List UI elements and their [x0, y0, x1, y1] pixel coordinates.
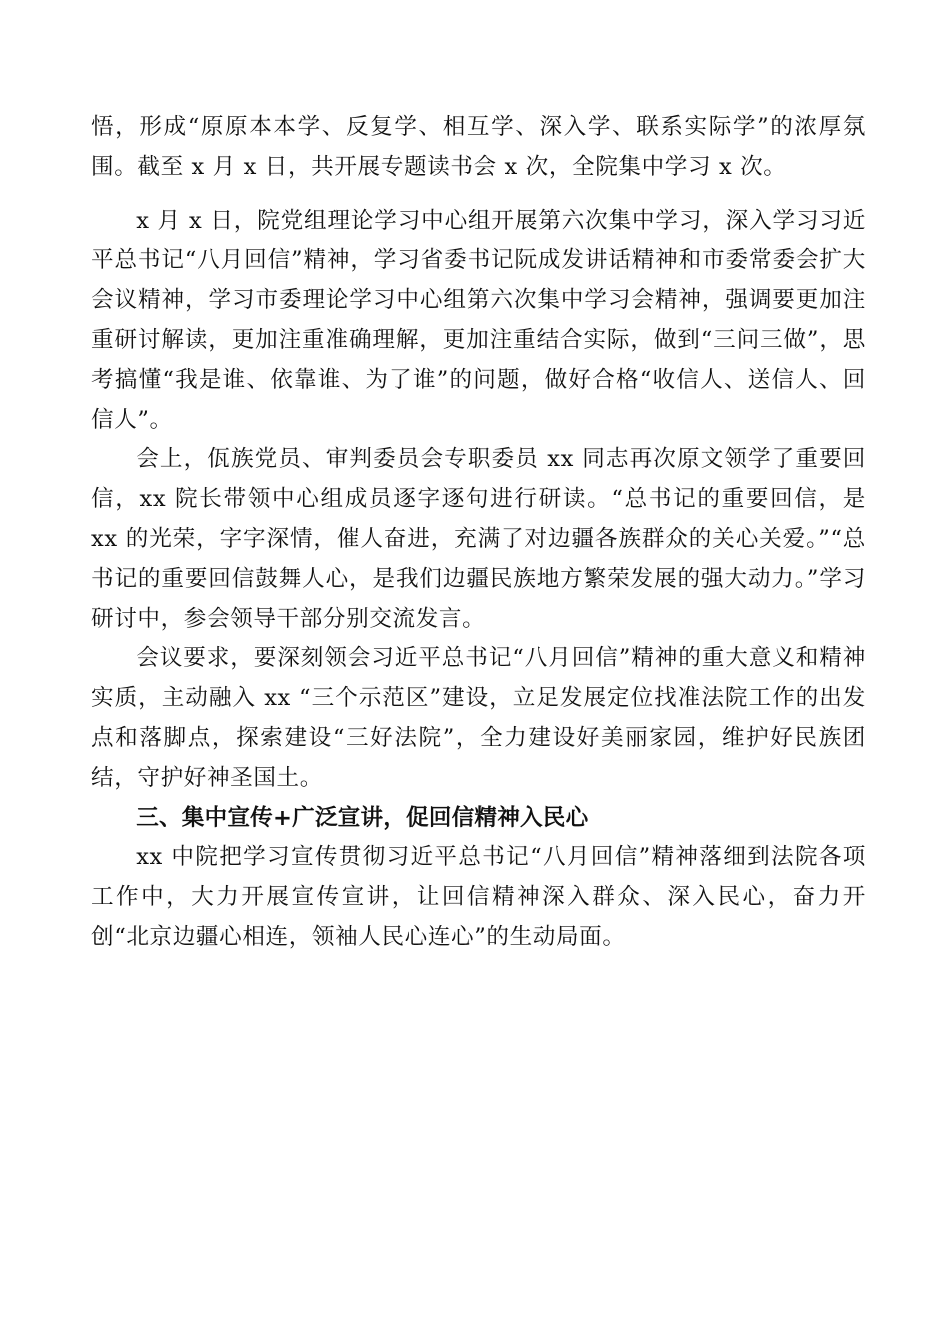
section-heading: 三、集中宣传+广泛宣讲，促回信精神入民心 — [136, 804, 589, 831]
paragraph-closing: xx 中院把学习宣传贯彻习近平总书记“八月回信”精神落细到法院各项工作中，大力开展宣传宣讲，让回信精神深入群众、深入民心，奋力开创“北京边疆心相连，领袖人民心连心”的生动局面。 — [91, 844, 866, 950]
paragraph-meeting: 会上，佤族党员、审判委员会专职委员 xx 同志再次原文领学了重要回信，xx 院长带领中心组成员逐字逐句进行研读。“总书记的重要回信，是 xx 的光荣，字字深情，催人奋进，充满了对边疆各族群众的关心关爱。”“总书记的重要回信鼓舞人心，是我们边疆民族地方繁荣发展的强大动力。”学习研讨中，参会领导干部分别交流发言。 — [91, 446, 866, 632]
document-body — [91, 108, 866, 958]
paragraph-study-session: x 月 x 日，院党组理论学习中心组开展第六次集中学习，深入学习习近平总书记“八月回信”精神，学习省委书记阮成发讲话精神和市委常委会扩大会议精神，学习市委理论学习中心组第六次集中学习会精神，强调要更加注重研讨解读，更加注重准确理解，更加注重结合实际，做到“三问三做”，思考搞懂“我是谁、依靠谁、为了谁”的问题，做好合格“收信人、送信人、回信人”。 — [91, 207, 866, 433]
paragraph-continuation: 悟，形成“原原本本学、反复学、相互学、深入学、联系实际学”的浓厚氛围。截至 x 月 x 日，共开展专题读书会 x 次，全院集中学习 x 次。 — [91, 114, 866, 180]
paragraph-requirements: 会议要求，要深刻领会习近平总书记“八月回信”精神的重大意义和精神实质，主动融入 xx “三个示范区”建设，立足发展定位找准法院工作的出发点和落脚点，探索建设“三好法院”，全力建设好美丽家园，维护好民族团结，守护好神圣国土。 — [91, 645, 866, 791]
